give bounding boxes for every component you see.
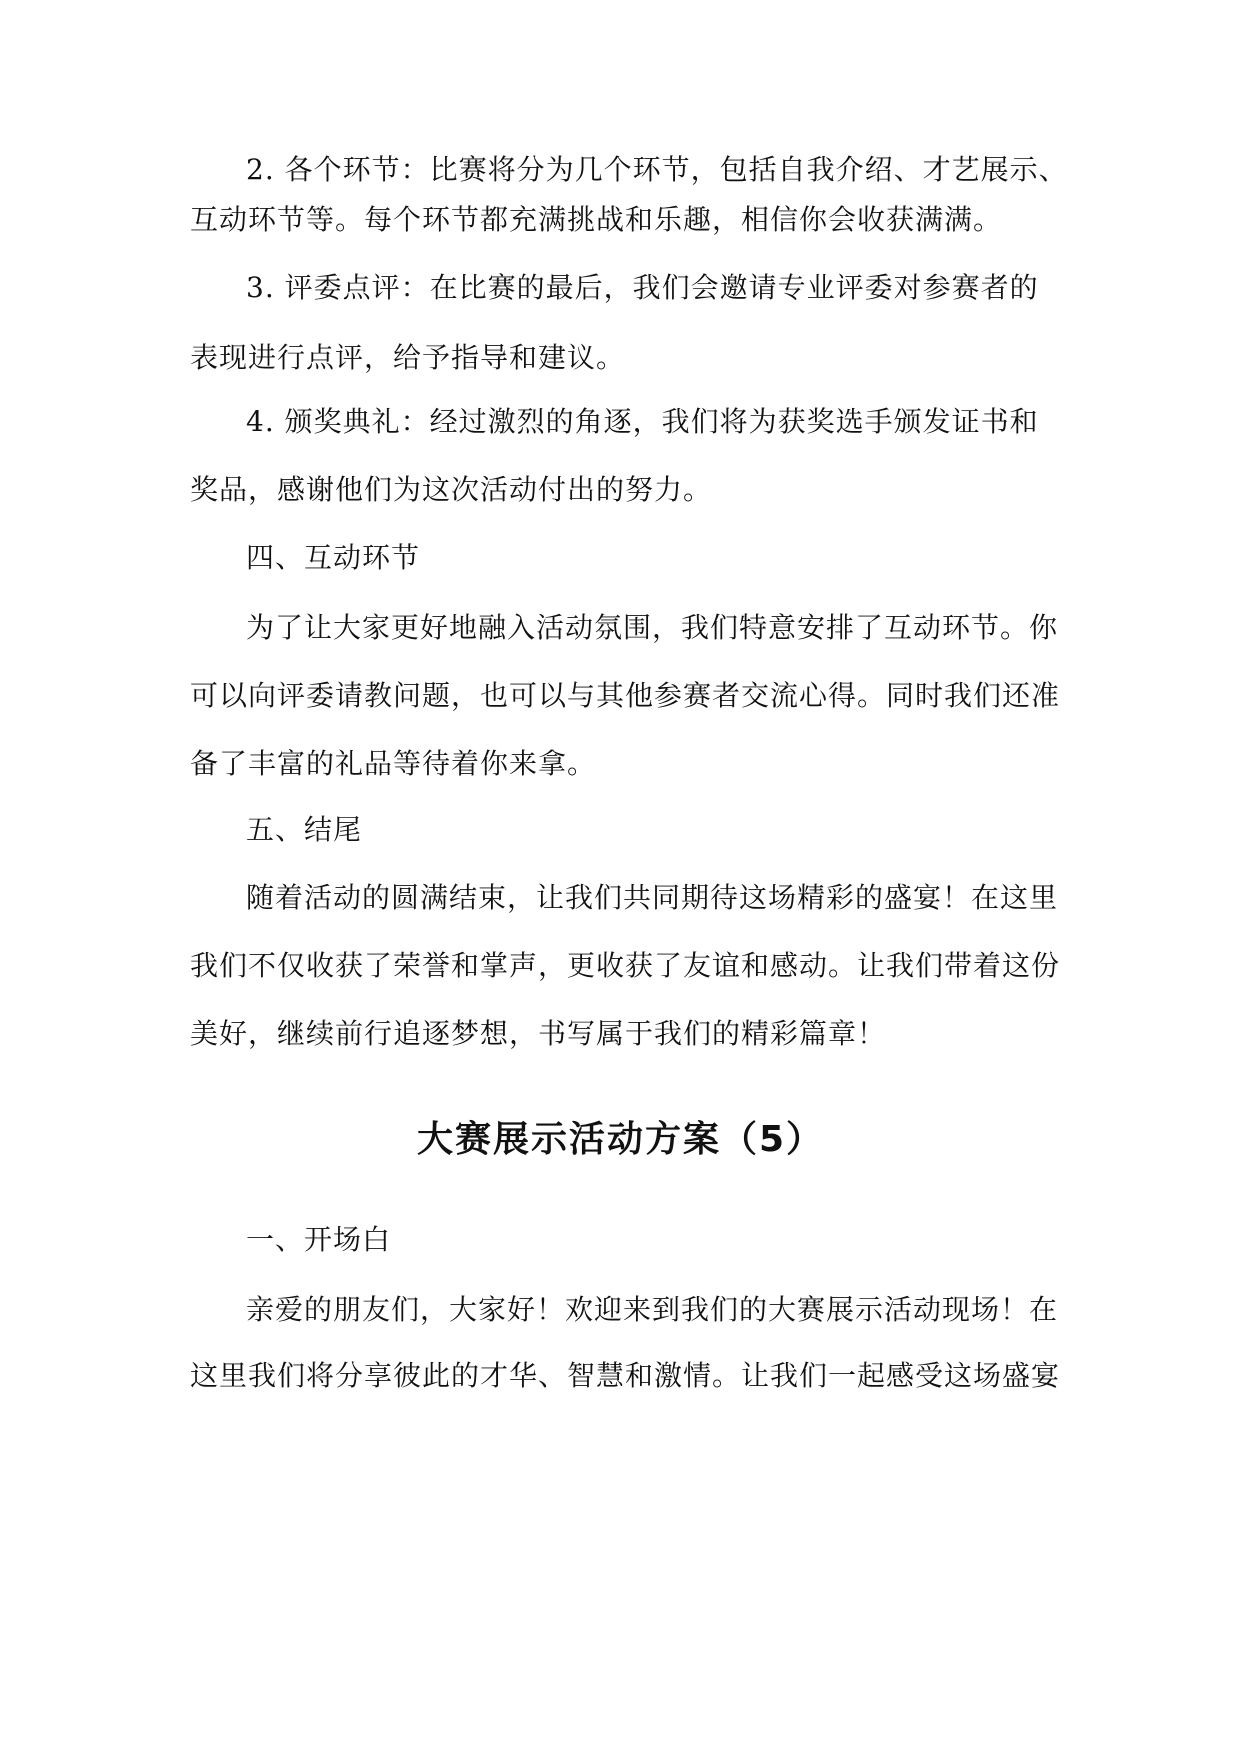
- paragraph-line: 表现进行点评，给予指导和建议。: [190, 341, 626, 374]
- paragraph-line: 随着活动的圆满结束，让我们共同期待这场精彩的盛宴！在这里: [246, 881, 1059, 914]
- section-heading: 一、开场白: [246, 1223, 392, 1256]
- section-heading: 四、互动环节: [246, 541, 421, 574]
- paragraph-line: 备了丰富的礼品等待着你来拿。: [190, 747, 597, 780]
- paragraph-line: 美好，继续前行追逐梦想，书写属于我们的精彩篇章！: [190, 1017, 887, 1050]
- paragraph-line: 2. 各个环节：比赛将分为几个环节，包括自我介绍、才艺展示、: [246, 153, 1068, 186]
- paragraph-line: 奖品，感谢他们为这次活动付出的努力。: [190, 473, 713, 506]
- paragraph-line: 亲爱的朋友们，大家好！欢迎来到我们的大赛展示活动现场！在: [246, 1293, 1059, 1326]
- paragraph-line: 可以向评委请教问题，也可以与其他参赛者交流心得。同时我们还准: [190, 679, 1061, 712]
- paragraph-line: 这里我们将分享彼此的才华、智慧和激情。让我们一起感受这场盛宴: [190, 1359, 1061, 1392]
- paragraph-line: 3. 评委点评：在比赛的最后，我们会邀请专业评委对参赛者的: [246, 271, 1039, 304]
- paragraph-line: 4. 颁奖典礼：经过激烈的角逐，我们将为获奖选手颁发证书和: [246, 405, 1039, 438]
- document-title: 大赛展示活动方案（5）: [416, 1119, 825, 1160]
- paragraph-line: 互动环节等。每个环节都充满挑战和乐趣，相信你会收获满满。: [190, 203, 1003, 236]
- section-heading: 五、结尾: [246, 813, 363, 846]
- paragraph-line: 为了让大家更好地融入活动氛围，我们特意安排了互动环节。你: [246, 611, 1059, 644]
- paragraph-line: 我们不仅收获了荣誉和掌声，更收获了友谊和感动。让我们带着这份: [190, 949, 1061, 982]
